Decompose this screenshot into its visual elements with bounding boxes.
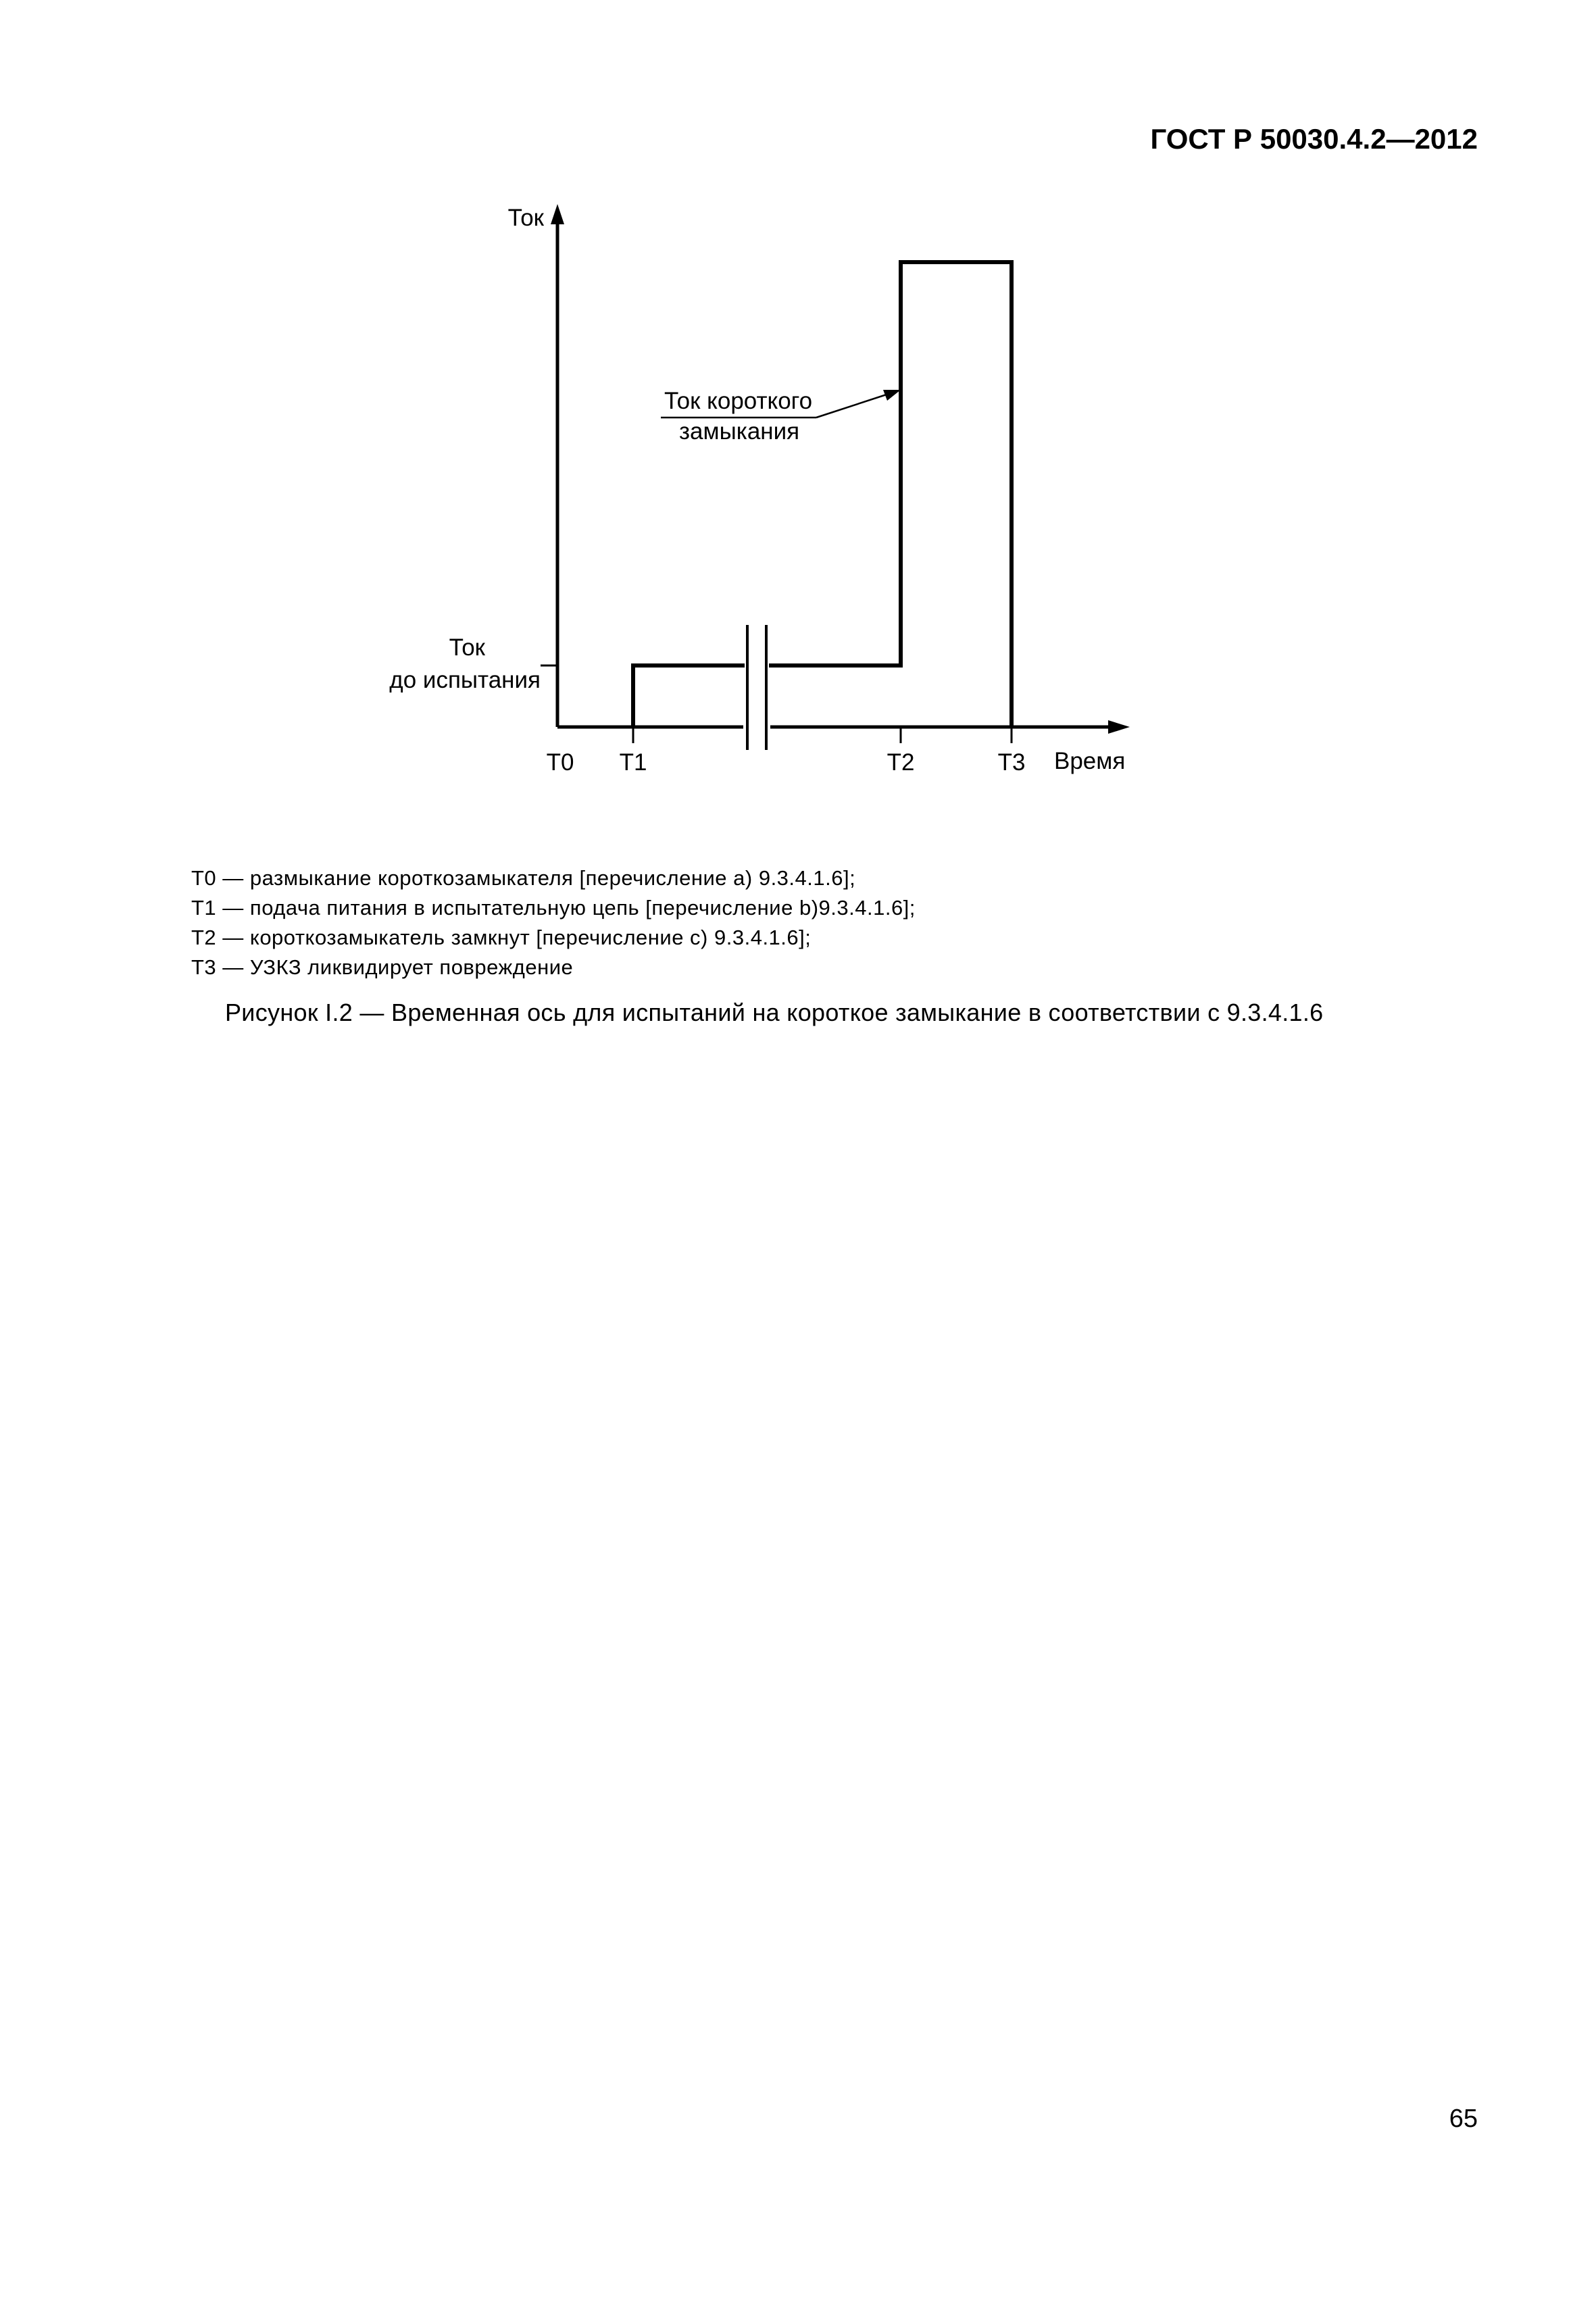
legend-item-t2: T2 — короткозамыкатель замкнут [перечисление с) 9.3.4.1.6]; (191, 926, 812, 949)
y-axis-arrow (551, 204, 564, 224)
callout-label-line1: Ток короткого (664, 388, 813, 414)
legend-item-t3: T3 — УЗКЗ ликвидирует повреждение (191, 955, 574, 979)
tick-label-t3: T3 (997, 749, 1026, 776)
current-curve-shortcircuit (769, 262, 1012, 727)
x-axis-arrow (1108, 720, 1130, 734)
figure-legend (191, 863, 916, 982)
timeline-figure (0, 0, 1596, 845)
document-header: ГОСТ Р 50030.4.2—2012 (1150, 123, 1478, 155)
x-axis-label: Время (1054, 748, 1126, 774)
current-curve-pretest (633, 665, 745, 727)
tick-label-t0: T0 (546, 749, 574, 776)
legend-item-t1: T1 — подача питания в испытательную цепь [перечисление b)9.3.4.1.6]; (191, 896, 916, 920)
legend-item-t0: T0 — размыкание короткозамыкателя [перечисление а) 9.3.4.1.6]; (191, 866, 856, 890)
pretest-level-label-line1: Ток (449, 634, 485, 661)
y-axis-label: Ток (507, 205, 544, 231)
page-number: 65 (1449, 2105, 1478, 2133)
callout-label-line2: замыкания (679, 418, 800, 445)
tick-label-t1: T1 (619, 749, 647, 776)
callout-arrowhead (883, 390, 901, 401)
tick-label-t2: T2 (887, 749, 915, 776)
pretest-level-label-line2: до испытания (389, 667, 541, 693)
callout-leader (816, 393, 891, 418)
figure-caption: Рисунок I.2 — Временная ось для испытаний на короткое замыкание в соответствии с 9.3.4.1.6 (225, 999, 1324, 1026)
